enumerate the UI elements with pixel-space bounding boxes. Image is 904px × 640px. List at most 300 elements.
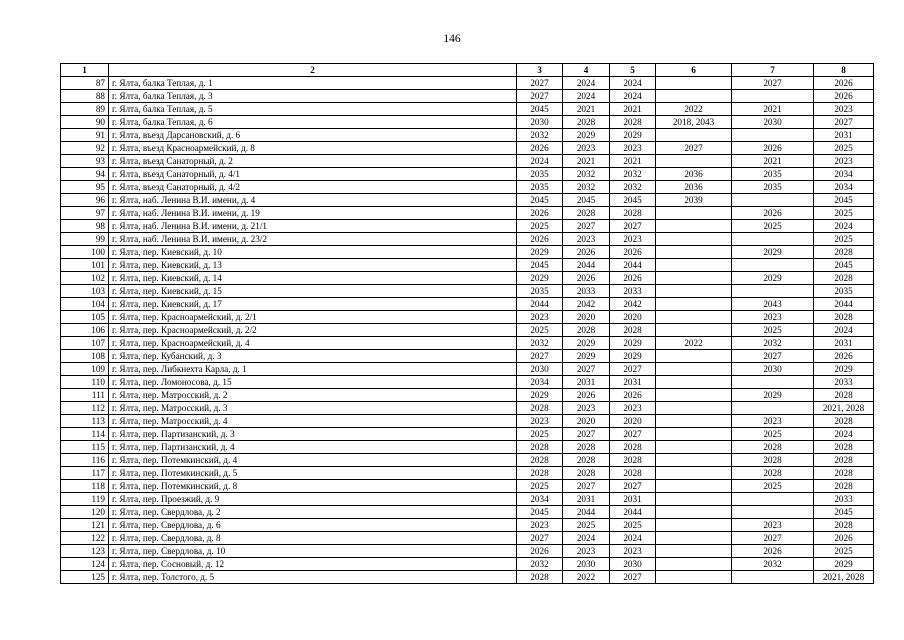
year-col-8-cell: 2026 (814, 90, 874, 103)
year-col-7-cell: 2028 (732, 441, 814, 454)
year-col-4-cell: 2023 (563, 142, 610, 155)
year-col-5-cell: 2029 (610, 129, 656, 142)
year-col-4-cell: 2026 (563, 389, 610, 402)
year-col-3-cell: 2028 (517, 571, 563, 584)
year-col-3-cell: 2025 (517, 480, 563, 493)
table-row (61, 259, 874, 272)
year-col-6-cell: 2018, 2043 (656, 116, 732, 129)
year-col-4-cell: 2028 (563, 441, 610, 454)
address-cell: г. Ялта, балка Теплая, д. 1 (109, 77, 517, 90)
table-row (61, 376, 874, 389)
year-col-4-cell: 2027 (563, 428, 610, 441)
row-number-cell: 125 (61, 571, 109, 584)
table-row (61, 90, 874, 103)
row-number-cell: 103 (61, 285, 109, 298)
address-cell: г. Ялта, пер. Матросский, д. 2 (109, 389, 517, 402)
year-col-7-cell (732, 129, 814, 142)
year-col-4-cell: 2021 (563, 155, 610, 168)
row-number-cell: 102 (61, 272, 109, 285)
year-col-4-cell: 2024 (563, 90, 610, 103)
year-col-5-cell: 2021 (610, 155, 656, 168)
year-col-3-cell: 2028 (517, 402, 563, 415)
year-col-6-cell (656, 506, 732, 519)
address-cell: г. Ялта, пер. Потемкинский, д. 5 (109, 467, 517, 480)
address-cell: г. Ялта, наб. Ленина В.И. имени, д. 19 (109, 207, 517, 220)
table-row (61, 532, 874, 545)
address-cell: г. Ялта, наб. Ленина В.И. имени, д. 21/1 (109, 220, 517, 233)
year-col-8-cell: 2031 (814, 129, 874, 142)
address-cell: г. Ялта, наб. Ленина В.И. имени, д. 4 (109, 194, 517, 207)
year-col-5-cell: 2020 (610, 415, 656, 428)
year-col-3-cell: 2027 (517, 532, 563, 545)
row-number-cell: 95 (61, 181, 109, 194)
year-col-3-cell: 2034 (517, 493, 563, 506)
row-number-cell: 117 (61, 467, 109, 480)
year-col-7-cell: 2027 (732, 532, 814, 545)
year-col-6-cell (656, 350, 732, 363)
year-col-8-cell: 2028 (814, 441, 874, 454)
year-col-5-cell: 2021 (610, 103, 656, 116)
year-col-8-cell: 2045 (814, 259, 874, 272)
table-row (61, 571, 874, 584)
year-col-4-cell: 2032 (563, 168, 610, 181)
address-cell: г. Ялта, пер. Партизанский, д. 3 (109, 428, 517, 441)
table-row (61, 233, 874, 246)
year-col-3-cell: 2026 (517, 233, 563, 246)
address-cell: г. Ялта, пер. Красноармейский, д. 2/2 (109, 324, 517, 337)
table-row (61, 519, 874, 532)
year-col-6-cell (656, 233, 732, 246)
year-col-4-cell: 2028 (563, 207, 610, 220)
address-cell: г. Ялта, пер. Красноармейский, д. 4 (109, 337, 517, 350)
year-col-7-cell: 2026 (732, 207, 814, 220)
row-number-cell: 93 (61, 155, 109, 168)
address-cell: г. Ялта, пер. Киевский, д. 17 (109, 298, 517, 311)
year-col-7-cell: 2028 (732, 467, 814, 480)
table-row (61, 194, 874, 207)
year-col-6-cell (656, 389, 732, 402)
year-col-5-cell: 2027 (610, 220, 656, 233)
year-col-3-cell: 2030 (517, 363, 563, 376)
column-header: 6 (656, 64, 732, 77)
year-col-3-cell: 2025 (517, 428, 563, 441)
year-col-7-cell (732, 285, 814, 298)
year-col-6-cell (656, 220, 732, 233)
year-col-3-cell: 2026 (517, 545, 563, 558)
year-col-5-cell: 2032 (610, 181, 656, 194)
year-col-3-cell: 2030 (517, 116, 563, 129)
address-cell: г. Ялта, пер. Свердлова, д. 8 (109, 532, 517, 545)
year-col-4-cell: 2024 (563, 532, 610, 545)
year-col-3-cell: 2035 (517, 181, 563, 194)
year-col-3-cell: 2029 (517, 389, 563, 402)
year-col-8-cell: 2034 (814, 181, 874, 194)
year-col-8-cell: 2026 (814, 77, 874, 90)
year-col-8-cell: 2044 (814, 298, 874, 311)
year-col-5-cell: 2031 (610, 376, 656, 389)
year-col-5-cell: 2027 (610, 428, 656, 441)
year-col-3-cell: 2028 (517, 454, 563, 467)
year-col-3-cell: 2026 (517, 142, 563, 155)
year-col-8-cell: 2028 (814, 246, 874, 259)
year-col-4-cell: 2023 (563, 545, 610, 558)
year-col-7-cell: 2035 (732, 181, 814, 194)
row-number-cell: 116 (61, 454, 109, 467)
year-col-7-cell (732, 194, 814, 207)
year-col-5-cell: 2044 (610, 506, 656, 519)
year-col-7-cell: 2030 (732, 363, 814, 376)
row-number-cell: 114 (61, 428, 109, 441)
year-col-6-cell (656, 571, 732, 584)
year-col-8-cell: 2045 (814, 194, 874, 207)
year-col-5-cell: 2028 (610, 207, 656, 220)
table-row (61, 428, 874, 441)
year-col-8-cell: 2025 (814, 207, 874, 220)
year-col-6-cell (656, 272, 732, 285)
address-cell: г. Ялта, пер. Матросский, д. 3 (109, 402, 517, 415)
year-col-8-cell: 2028 (814, 415, 874, 428)
year-col-3-cell: 2025 (517, 324, 563, 337)
year-col-4-cell: 2028 (563, 116, 610, 129)
year-col-7-cell: 2023 (732, 519, 814, 532)
year-col-3-cell: 2035 (517, 168, 563, 181)
year-col-6-cell: 2039 (656, 194, 732, 207)
year-col-8-cell: 2028 (814, 467, 874, 480)
table-row (61, 311, 874, 324)
year-col-7-cell: 2030 (732, 116, 814, 129)
year-col-6-cell (656, 311, 732, 324)
row-number-cell: 120 (61, 506, 109, 519)
year-col-8-cell: 2024 (814, 324, 874, 337)
year-col-4-cell: 2025 (563, 519, 610, 532)
address-cell: г. Ялта, балка Теплая, д. 3 (109, 90, 517, 103)
table-row (61, 402, 874, 415)
year-col-6-cell: 2027 (656, 142, 732, 155)
row-number-cell: 90 (61, 116, 109, 129)
address-cell: г. Ялта, пер. Ломоносова, д. 15 (109, 376, 517, 389)
year-col-8-cell: 2028 (814, 480, 874, 493)
year-col-4-cell: 2026 (563, 246, 610, 259)
year-col-3-cell: 2045 (517, 103, 563, 116)
year-col-3-cell: 2032 (517, 337, 563, 350)
row-number-cell: 106 (61, 324, 109, 337)
address-cell: г. Ялта, пер. Свердлова, д. 2 (109, 506, 517, 519)
year-col-8-cell: 2035 (814, 285, 874, 298)
year-col-6-cell (656, 415, 732, 428)
year-col-3-cell: 2027 (517, 90, 563, 103)
year-col-8-cell: 2028 (814, 311, 874, 324)
year-col-7-cell: 2021 (732, 155, 814, 168)
table-row (61, 506, 874, 519)
year-col-7-cell (732, 233, 814, 246)
address-cell: г. Ялта, пер. Киевский, д. 14 (109, 272, 517, 285)
year-col-7-cell: 2029 (732, 272, 814, 285)
row-number-cell: 92 (61, 142, 109, 155)
year-col-4-cell: 2029 (563, 337, 610, 350)
year-col-7-cell: 2032 (732, 558, 814, 571)
table-row (61, 220, 874, 233)
table-row (61, 129, 874, 142)
year-col-7-cell (732, 90, 814, 103)
year-col-8-cell: 2026 (814, 532, 874, 545)
table-row (61, 558, 874, 571)
year-col-7-cell: 2028 (732, 454, 814, 467)
year-col-6-cell (656, 324, 732, 337)
year-col-8-cell: 2028 (814, 454, 874, 467)
address-cell: г. Ялта, пер. Киевский, д. 15 (109, 285, 517, 298)
table-row (61, 207, 874, 220)
table-row (61, 324, 874, 337)
year-col-6-cell (656, 467, 732, 480)
table-row (61, 415, 874, 428)
address-cell: г. Ялта, балка Теплая, д. 5 (109, 103, 517, 116)
year-col-8-cell: 2045 (814, 506, 874, 519)
year-col-8-cell: 2029 (814, 363, 874, 376)
year-col-5-cell: 2030 (610, 558, 656, 571)
row-number-cell: 122 (61, 532, 109, 545)
year-col-5-cell: 2027 (610, 363, 656, 376)
row-number-cell: 97 (61, 207, 109, 220)
row-number-cell: 110 (61, 376, 109, 389)
year-col-5-cell: 2024 (610, 90, 656, 103)
year-col-6-cell: 2036 (656, 168, 732, 181)
table-row (61, 285, 874, 298)
address-cell: г. Ялта, въезд Дарсановский, д. 6 (109, 129, 517, 142)
year-col-8-cell: 2028 (814, 272, 874, 285)
year-col-4-cell: 2044 (563, 259, 610, 272)
year-col-4-cell: 2033 (563, 285, 610, 298)
table-row (61, 116, 874, 129)
year-col-5-cell: 2023 (610, 402, 656, 415)
row-number-cell: 89 (61, 103, 109, 116)
table-row (61, 493, 874, 506)
year-col-5-cell: 2027 (610, 571, 656, 584)
year-col-7-cell (732, 376, 814, 389)
year-col-7-cell (732, 259, 814, 272)
year-col-4-cell: 2042 (563, 298, 610, 311)
year-col-6-cell (656, 207, 732, 220)
year-col-6-cell (656, 246, 732, 259)
year-col-5-cell: 2026 (610, 272, 656, 285)
column-header: 5 (610, 64, 656, 77)
row-number-cell: 88 (61, 90, 109, 103)
year-col-6-cell (656, 298, 732, 311)
year-col-6-cell (656, 376, 732, 389)
row-number-cell: 123 (61, 545, 109, 558)
year-col-6-cell (656, 259, 732, 272)
address-cell: г. Ялта, пер. Либкнехта Карла, д. 1 (109, 363, 517, 376)
year-col-8-cell: 2021, 2028 (814, 402, 874, 415)
address-cell: г. Ялта, пер. Киевский, д. 13 (109, 259, 517, 272)
year-col-3-cell: 2023 (517, 519, 563, 532)
year-col-8-cell: 2027 (814, 116, 874, 129)
year-col-5-cell: 2027 (610, 480, 656, 493)
year-col-8-cell: 2031 (814, 337, 874, 350)
address-cell: г. Ялта, пер. Потемкинский, д. 4 (109, 454, 517, 467)
table-row (61, 103, 874, 116)
year-col-6-cell: 2022 (656, 337, 732, 350)
year-col-7-cell: 2026 (732, 142, 814, 155)
row-number-cell: 115 (61, 441, 109, 454)
year-col-6-cell (656, 285, 732, 298)
address-cell: г. Ялта, пер. Кубанский, д. 3 (109, 350, 517, 363)
year-col-6-cell (656, 402, 732, 415)
year-col-5-cell: 2026 (610, 246, 656, 259)
year-col-4-cell: 2023 (563, 402, 610, 415)
year-col-7-cell: 2025 (732, 324, 814, 337)
year-col-8-cell: 2034 (814, 168, 874, 181)
year-col-5-cell: 2033 (610, 285, 656, 298)
year-col-8-cell: 2025 (814, 545, 874, 558)
year-col-8-cell: 2028 (814, 519, 874, 532)
year-col-7-cell: 2027 (732, 77, 814, 90)
table-row (61, 246, 874, 259)
year-col-4-cell: 2031 (563, 376, 610, 389)
year-col-5-cell: 2028 (610, 441, 656, 454)
table-row (61, 142, 874, 155)
year-col-5-cell: 2023 (610, 142, 656, 155)
year-col-5-cell: 2029 (610, 350, 656, 363)
year-col-4-cell: 2044 (563, 506, 610, 519)
address-cell: г. Ялта, балка Теплая, д. 6 (109, 116, 517, 129)
table-row (61, 298, 874, 311)
year-col-3-cell: 2029 (517, 272, 563, 285)
year-col-5-cell: 2026 (610, 389, 656, 402)
year-col-5-cell: 2023 (610, 233, 656, 246)
year-col-5-cell: 2028 (610, 116, 656, 129)
year-col-4-cell: 2028 (563, 454, 610, 467)
year-col-5-cell: 2031 (610, 493, 656, 506)
year-col-4-cell: 2027 (563, 480, 610, 493)
housing-register-table (60, 63, 874, 584)
year-col-4-cell: 2022 (563, 571, 610, 584)
address-cell: г. Ялта, пер. Киевский, д. 10 (109, 246, 517, 259)
year-col-3-cell: 2045 (517, 506, 563, 519)
year-col-7-cell (732, 402, 814, 415)
year-col-5-cell: 2028 (610, 467, 656, 480)
year-col-5-cell: 2045 (610, 194, 656, 207)
row-number-cell: 94 (61, 168, 109, 181)
year-col-7-cell: 2029 (732, 389, 814, 402)
address-cell: г. Ялта, пер. Проезжий, д. 9 (109, 493, 517, 506)
year-col-4-cell: 2030 (563, 558, 610, 571)
year-col-7-cell: 2025 (732, 428, 814, 441)
year-col-5-cell: 2028 (610, 324, 656, 337)
year-col-5-cell: 2025 (610, 519, 656, 532)
row-number-cell: 111 (61, 389, 109, 402)
year-col-3-cell: 2027 (517, 77, 563, 90)
year-col-6-cell (656, 155, 732, 168)
year-col-5-cell: 2042 (610, 298, 656, 311)
address-cell: г. Ялта, пер. Партизанский, д. 4 (109, 441, 517, 454)
table-row (61, 389, 874, 402)
year-col-3-cell: 2044 (517, 298, 563, 311)
table-row (61, 168, 874, 181)
year-col-6-cell (656, 480, 732, 493)
year-col-3-cell: 2027 (517, 350, 563, 363)
year-col-8-cell: 2033 (814, 493, 874, 506)
year-col-6-cell (656, 519, 732, 532)
address-cell: г. Ялта, пер. Толстого, д. 5 (109, 571, 517, 584)
year-col-8-cell: 2024 (814, 428, 874, 441)
year-col-4-cell: 2020 (563, 415, 610, 428)
row-number-cell: 113 (61, 415, 109, 428)
year-col-7-cell: 2025 (732, 220, 814, 233)
address-cell: г. Ялта, въезд Красноармейский, д. 8 (109, 142, 517, 155)
column-header: 2 (109, 64, 517, 77)
table-row (61, 155, 874, 168)
year-col-4-cell: 2045 (563, 194, 610, 207)
table-body (61, 77, 874, 584)
year-col-7-cell: 2025 (732, 480, 814, 493)
column-header: 8 (814, 64, 874, 77)
row-number-cell: 96 (61, 194, 109, 207)
year-col-7-cell: 2032 (732, 337, 814, 350)
year-col-3-cell: 2023 (517, 415, 563, 428)
address-cell: г. Ялта, въезд Санаторный, д. 4/1 (109, 168, 517, 181)
row-number-cell: 100 (61, 246, 109, 259)
column-header: 7 (732, 64, 814, 77)
table-row (61, 441, 874, 454)
row-number-cell: 121 (61, 519, 109, 532)
year-col-6-cell (656, 454, 732, 467)
table-row (61, 480, 874, 493)
year-col-4-cell: 2031 (563, 493, 610, 506)
row-number-cell: 118 (61, 480, 109, 493)
year-col-4-cell: 2027 (563, 363, 610, 376)
year-col-7-cell: 2021 (732, 103, 814, 116)
year-col-7-cell (732, 493, 814, 506)
table-row (61, 467, 874, 480)
row-number-cell: 124 (61, 558, 109, 571)
row-number-cell: 108 (61, 350, 109, 363)
row-number-cell: 119 (61, 493, 109, 506)
address-cell: г. Ялта, въезд Санаторный, д. 4/2 (109, 181, 517, 194)
year-col-8-cell: 2029 (814, 558, 874, 571)
row-number-cell: 98 (61, 220, 109, 233)
address-cell: г. Ялта, пер. Свердлова, д. 10 (109, 545, 517, 558)
year-col-5-cell: 2044 (610, 259, 656, 272)
year-col-3-cell: 2035 (517, 285, 563, 298)
table-row (61, 350, 874, 363)
table-header-row (61, 64, 874, 77)
table-row (61, 454, 874, 467)
table-row (61, 77, 874, 90)
year-col-4-cell: 2024 (563, 77, 610, 90)
year-col-3-cell: 2032 (517, 558, 563, 571)
page-number: 146 (443, 33, 461, 45)
year-col-3-cell: 2045 (517, 259, 563, 272)
year-col-6-cell (656, 493, 732, 506)
address-cell: г. Ялта, пер. Красноармейский, д. 2/1 (109, 311, 517, 324)
year-col-7-cell: 2023 (732, 415, 814, 428)
year-col-5-cell: 2020 (610, 311, 656, 324)
year-col-8-cell: 2025 (814, 233, 874, 246)
year-col-8-cell: 2023 (814, 155, 874, 168)
year-col-5-cell: 2028 (610, 454, 656, 467)
column-header: 3 (517, 64, 563, 77)
year-col-6-cell (656, 532, 732, 545)
year-col-4-cell: 2026 (563, 272, 610, 285)
row-number-cell: 101 (61, 259, 109, 272)
year-col-3-cell: 2023 (517, 311, 563, 324)
year-col-3-cell: 2024 (517, 155, 563, 168)
table-row (61, 181, 874, 194)
table-row (61, 272, 874, 285)
table-row (61, 545, 874, 558)
row-number-cell: 87 (61, 77, 109, 90)
year-col-8-cell: 2033 (814, 376, 874, 389)
